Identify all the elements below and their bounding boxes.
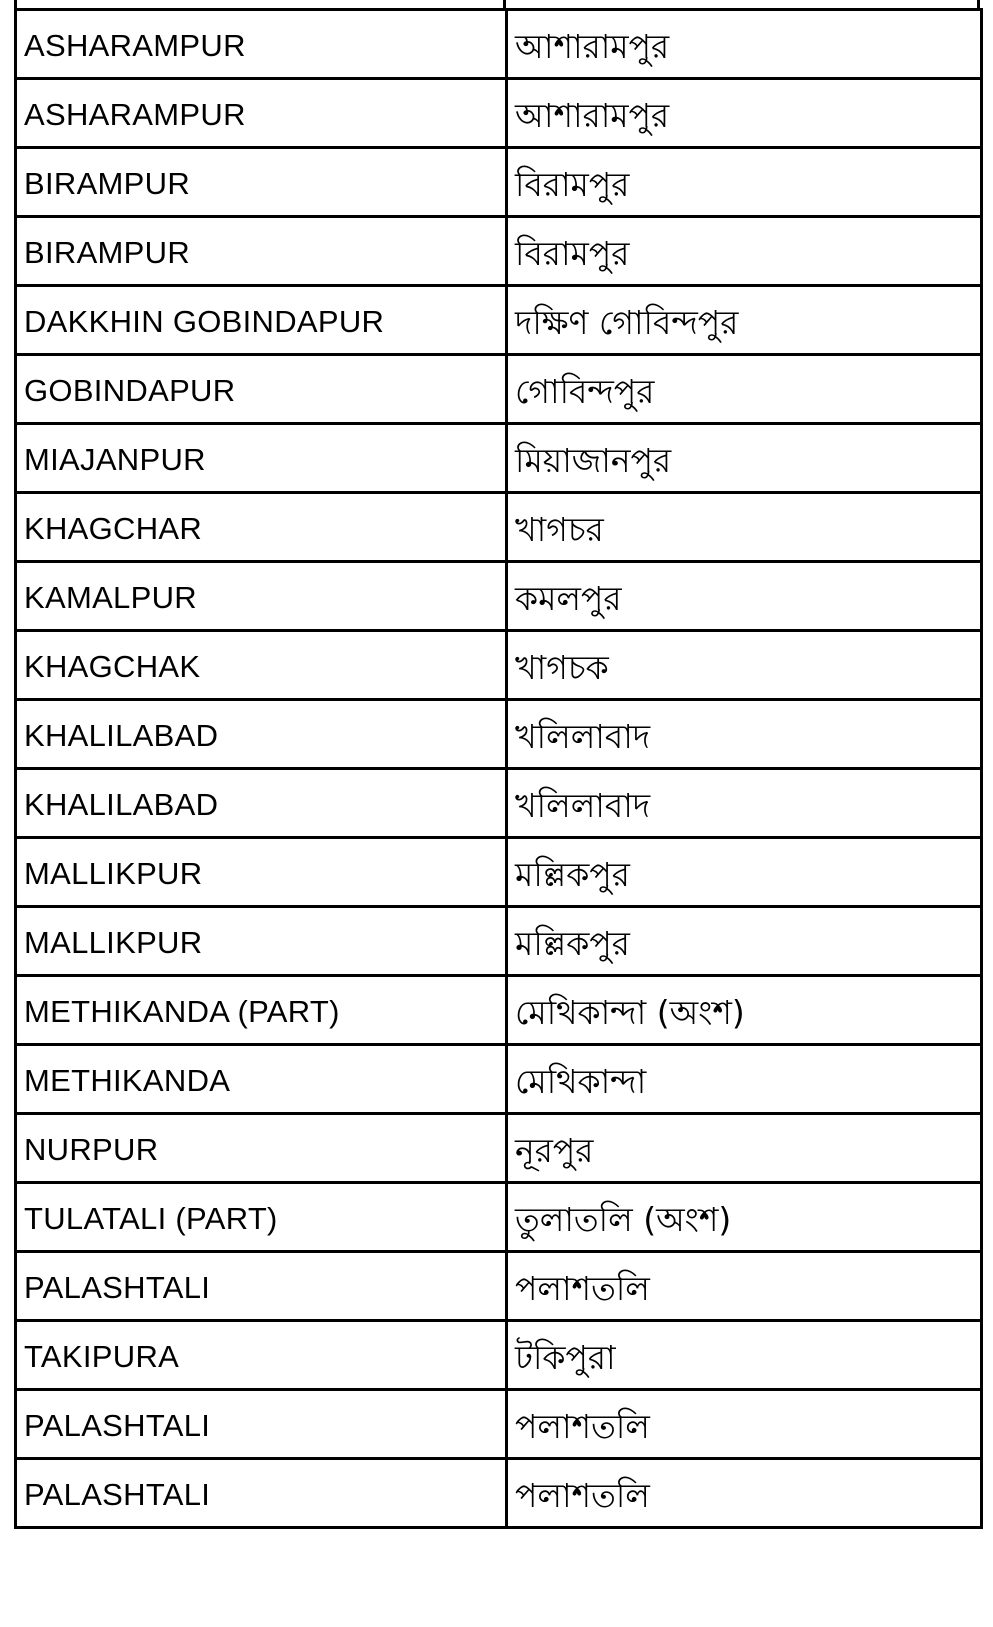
- english-name-cell: DAKKHIN GOBINDAPUR: [16, 286, 507, 355]
- table-row: [16, 1183, 982, 1252]
- bengali-name-cell: মল্লিকপুর: [507, 838, 982, 907]
- table-row: [16, 838, 982, 907]
- english-name-cell: KHAGCHAR: [16, 493, 507, 562]
- bengali-name-cell: আশারামপুর: [507, 10, 982, 79]
- bengali-name-cell: মেথিকান্দা: [507, 1045, 982, 1114]
- bengali-name-cell: খাগচর: [507, 493, 982, 562]
- table-row: [16, 493, 982, 562]
- table-row: [16, 562, 982, 631]
- bengali-name-cell: খাগচক: [507, 631, 982, 700]
- bengali-name-cell: কমলপুর: [507, 562, 982, 631]
- table-border-top-right: [977, 0, 980, 8]
- bengali-name-cell: পলাশতলি: [507, 1390, 982, 1459]
- bengali-name-cell: টকিপুরা: [507, 1321, 982, 1390]
- bengali-name-cell: বিরামপুর: [507, 148, 982, 217]
- table-row: [16, 355, 982, 424]
- table-row: [16, 631, 982, 700]
- bengali-name-cell: গোবিন্দপুর: [507, 355, 982, 424]
- table-row: [16, 148, 982, 217]
- table-row: [16, 217, 982, 286]
- bengali-name-cell: পলাশতলি: [507, 1252, 982, 1321]
- table-row: [16, 424, 982, 493]
- english-name-cell: MALLIKPUR: [16, 907, 507, 976]
- english-name-cell: KHALILABAD: [16, 700, 507, 769]
- english-name-cell: ASHARAMPUR: [16, 10, 507, 79]
- bengali-name-cell: মিয়াজানপুর: [507, 424, 982, 493]
- bengali-name-cell: খলিলাবাদ: [507, 769, 982, 838]
- english-name-cell: METHIKANDA (PART): [16, 976, 507, 1045]
- table-border-top-middle: [503, 0, 506, 8]
- bengali-name-cell: খলিলাবাদ: [507, 700, 982, 769]
- english-name-cell: GOBINDAPUR: [16, 355, 507, 424]
- english-name-cell: KAMALPUR: [16, 562, 507, 631]
- table-row: [16, 1459, 982, 1528]
- table-row: [16, 79, 982, 148]
- english-name-cell: ASHARAMPUR: [16, 79, 507, 148]
- bengali-name-cell: বিরামপুর: [507, 217, 982, 286]
- table-row: [16, 1390, 982, 1459]
- table-body: [16, 10, 982, 1528]
- table-row: [16, 1252, 982, 1321]
- bengali-name-cell: মেথিকান্দা (অংশ): [507, 976, 982, 1045]
- english-name-cell: NURPUR: [16, 1114, 507, 1183]
- english-name-cell: METHIKANDA: [16, 1045, 507, 1114]
- table-row: [16, 769, 982, 838]
- english-name-cell: BIRAMPUR: [16, 148, 507, 217]
- english-name-cell: KHAGCHAK: [16, 631, 507, 700]
- english-name-cell: BIRAMPUR: [16, 217, 507, 286]
- english-name-cell: MIAJANPUR: [16, 424, 507, 493]
- english-name-cell: KHALILABAD: [16, 769, 507, 838]
- english-name-cell: PALASHTALI: [16, 1252, 507, 1321]
- bengali-name-cell: নূরপুর: [507, 1114, 982, 1183]
- table-row: [16, 1321, 982, 1390]
- bengali-name-cell: দক্ষিণ গোবিন্দপুর: [507, 286, 982, 355]
- english-name-cell: MALLIKPUR: [16, 838, 507, 907]
- table-row: [16, 10, 982, 79]
- english-name-cell: PALASHTALI: [16, 1459, 507, 1528]
- table-row: [16, 976, 982, 1045]
- table-border-top-left: [14, 0, 17, 8]
- village-name-table: [14, 8, 983, 1529]
- bengali-name-cell: তুলাতলি (অংশ): [507, 1183, 982, 1252]
- table-row: [16, 286, 982, 355]
- bengali-name-cell: মল্লিকপুর: [507, 907, 982, 976]
- table-row: [16, 1045, 982, 1114]
- table-row: [16, 700, 982, 769]
- english-name-cell: TAKIPURA: [16, 1321, 507, 1390]
- english-name-cell: PALASHTALI: [16, 1390, 507, 1459]
- bengali-name-cell: পলাশতলি: [507, 1459, 982, 1528]
- english-name-cell: TULATALI (PART): [16, 1183, 507, 1252]
- table-row: [16, 1114, 982, 1183]
- bengali-name-cell: আশারামপুর: [507, 79, 982, 148]
- table-row: [16, 907, 982, 976]
